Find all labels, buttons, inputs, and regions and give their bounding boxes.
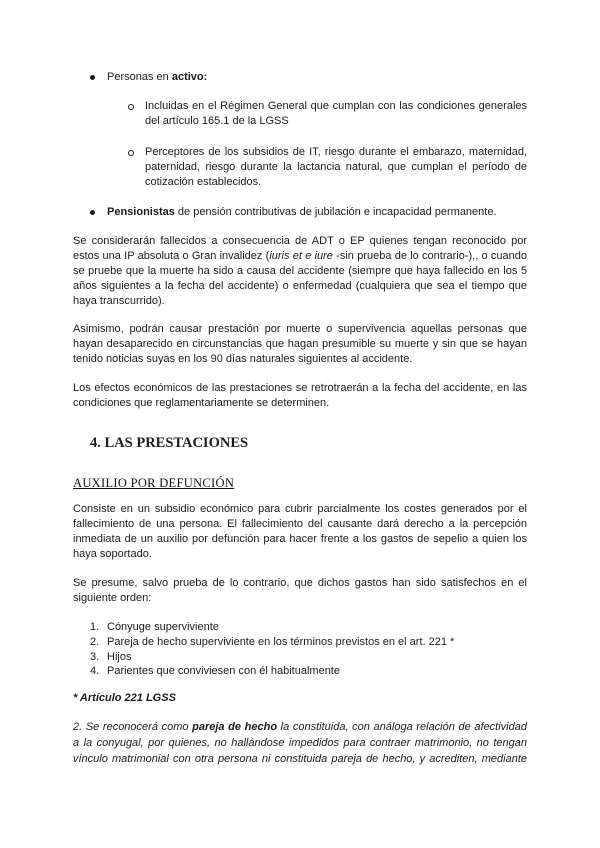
list-item [73,620,527,635]
list-number: 1. [90,621,100,633]
numbered-list [73,620,527,679]
paragraph-order-intro: Se presume, salvo prueba de lo contrario, que dichos gastos han sido satisfechos en el siguiente orden: [73,577,527,604]
bullet-bold-text: Pensionistas [107,206,175,218]
paragraph-text: -sin prueba de lo contrario-),, o cuando se pruebe que la muerte ha sido a causa del accidente (siempre que haya fallecido en los 5 años siguientes a la fecha del accidente) o enfermedad (cualquiera que sea el tiempo que haya transcurrido). [73,250,528,307]
quote-text: 2. Se reconocerá como [73,721,193,734]
bullet-item-pensioners [73,205,527,220]
footnote-quote [73,719,527,767]
bullet-filled-icon [90,210,95,215]
sub-item-general-regime [73,99,527,129]
bullet-item-active [73,70,527,85]
list-item-text: Hijos [107,650,132,663]
list-item-text: Parientes que conviviesen con él habitualmente [107,665,340,678]
section-heading: 4. LAS PRESTACIONES [90,435,249,451]
quote-bold-text: pareja de hecho [192,721,278,734]
bullet-bold-text: activo: [171,71,208,83]
bullet-text: Personas en [107,71,172,83]
list-number: 2. [90,635,100,648]
quote-text: la constituida, con análoga relación de afectividad a la conyugal, por quienes, no hallándose impedidos para contraer matrimonio, no tengan vínculo matrimonial con otra persona ni constituida pareja de hecho, y acrediten, mediante [73,721,527,766]
bullet-filled-icon [90,75,95,80]
sub-item-text: Incluidas en el Régimen General que cumplan con las condiciones generales del artículo 165.1 de la LGSS [145,100,527,127]
paragraph-economic-effects: Los efectos económicos de las prestaciones se retrotraerán a la fecha del accidente, en las condiciones que reglamentariamente se determinen. [73,382,527,409]
paragraph-disappeared: Asimismo, podrán causar prestación por muerte o supervivencia aquellas personas que hayan desaparecido en circunstancias que hagan presumible su muerte y sin que se hayan tenido noticias suyas en los 90 días naturales siguientes al accidente. [73,323,527,365]
bullet-hollow-icon [128,104,134,110]
sub-item-text: Perceptores de los subsidios de IT, riesgo durante el embarazo, maternidad, paternidad, riesgo durante la lactancia natural, que cumplan el período de cotización establecidos. [145,146,527,188]
sub-item-subsidy-recipients [73,145,527,190]
bullet-hollow-icon [128,150,134,156]
list-number: 4. [90,665,100,678]
list-item-text: Pareja de hecho superviviente en los términos previstos en el art. 221 * [107,635,455,648]
list-item-text: Cónyuge superviviente [107,621,219,633]
subsection-heading: AUXILIO POR DEFUNCIÓN [73,476,235,490]
list-item [73,664,527,679]
list-item [73,635,527,650]
list-number: 3. [90,650,100,663]
paragraph-text: Se considerarán fallecidos a consecuencia de ADT o EP quienes tengan reconocido por estos una IP absoluta o Gran invalidez ( [73,235,527,262]
footnote-label: * Artículo 221 LGSS [73,692,176,705]
bullet-text: de pensión contributivas de jubilación e incapacidad permanente. [174,206,497,218]
list-item [73,650,527,665]
paragraph-deceased-criteria [73,234,527,309]
paragraph-auxilio-definition: Consiste en un subsidio económico para cubrir parcialmente los costes generados por el fallecimiento de una persona. El fallecimiento del causante dará derecho a la percepción inmediata de un auxilio por defunción para hacer frente a los gastos de sepelio a quien los haya soportado. [73,503,527,560]
paragraph-italic-text: iuris et e iure [269,250,333,262]
